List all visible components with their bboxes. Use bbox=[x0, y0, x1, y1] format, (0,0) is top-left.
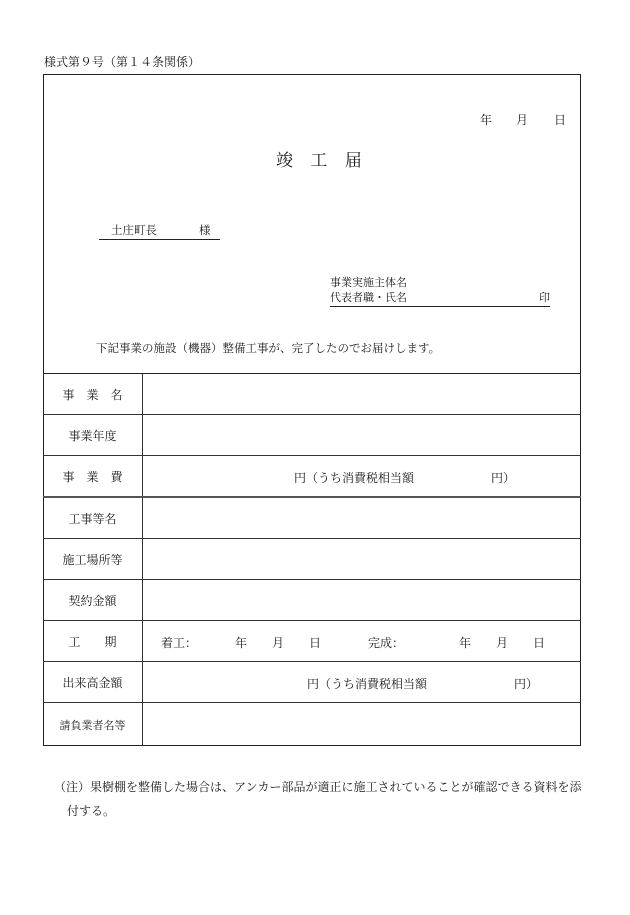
row-label-contractor: 請負業者名等 bbox=[59, 718, 126, 732]
applicant-rep-label: 代表者職・氏名 bbox=[330, 291, 407, 304]
period-start-day: 日 bbox=[309, 636, 322, 650]
table-row bbox=[43, 621, 581, 662]
applicant-rep-line bbox=[330, 289, 550, 307]
period-start-year: 年 bbox=[235, 636, 248, 650]
row-label-contract-amount: 契約金額 bbox=[68, 593, 117, 608]
table-row bbox=[43, 662, 581, 703]
addressee bbox=[99, 222, 220, 240]
table-row bbox=[43, 374, 581, 415]
note-line-2: 付する。 bbox=[67, 804, 116, 818]
period-end-label: 完成： bbox=[368, 636, 405, 650]
addressee-name: 土庄町長 bbox=[111, 223, 157, 237]
note-line-1: （注）果樹棚を整備した場合は、アンカー部品が適正に施工されていることが確認できる資料を添 bbox=[54, 780, 582, 794]
row-label-period: 工 期 bbox=[68, 634, 117, 649]
completed-yen-text: 円（うち消費税相当額 bbox=[307, 677, 428, 691]
table-row bbox=[43, 415, 581, 456]
row-label-business-name: 事 業 名 bbox=[62, 387, 123, 402]
date-year-label: 年 bbox=[480, 113, 493, 127]
period-start-label: 着工： bbox=[161, 636, 198, 650]
period-end-year: 年 bbox=[459, 636, 472, 650]
document-title: 竣 工 届 bbox=[276, 151, 368, 171]
table-row bbox=[43, 498, 581, 539]
date-month-label: 月 bbox=[516, 113, 529, 127]
completed-yen-close: 円） bbox=[514, 677, 539, 691]
period-end-day: 日 bbox=[533, 636, 546, 650]
row-label-site: 施工場所等 bbox=[62, 552, 123, 567]
seal-mark: 印 bbox=[539, 291, 550, 304]
row-label-completed-amount: 出来高金額 bbox=[62, 675, 123, 690]
form-number: 様式第９号（第１４条関係） bbox=[44, 55, 201, 69]
table-row bbox=[43, 539, 581, 580]
date-day-label: 日 bbox=[554, 113, 567, 127]
cost-yen-text: 円（うち消費税相当額 bbox=[294, 471, 415, 485]
row-label-business-cost: 事 業 費 bbox=[62, 469, 123, 484]
row-label-business-year: 事業年度 bbox=[68, 428, 117, 443]
applicant-org-label: 事業実施主体名 bbox=[330, 276, 407, 289]
table-row bbox=[43, 580, 581, 621]
period-end-month: 月 bbox=[496, 636, 509, 650]
period-start-month: 月 bbox=[272, 636, 285, 650]
table-row bbox=[43, 703, 581, 746]
addressee-suffix: 様 bbox=[199, 223, 211, 237]
cost-yen-close: 円） bbox=[491, 471, 516, 485]
statement-text: 下記事業の施設（機器）整備工事が、完了したのでお届けします。 bbox=[96, 341, 441, 355]
table-row bbox=[43, 456, 581, 498]
row-label-construction-name: 工事等名 bbox=[68, 511, 117, 526]
